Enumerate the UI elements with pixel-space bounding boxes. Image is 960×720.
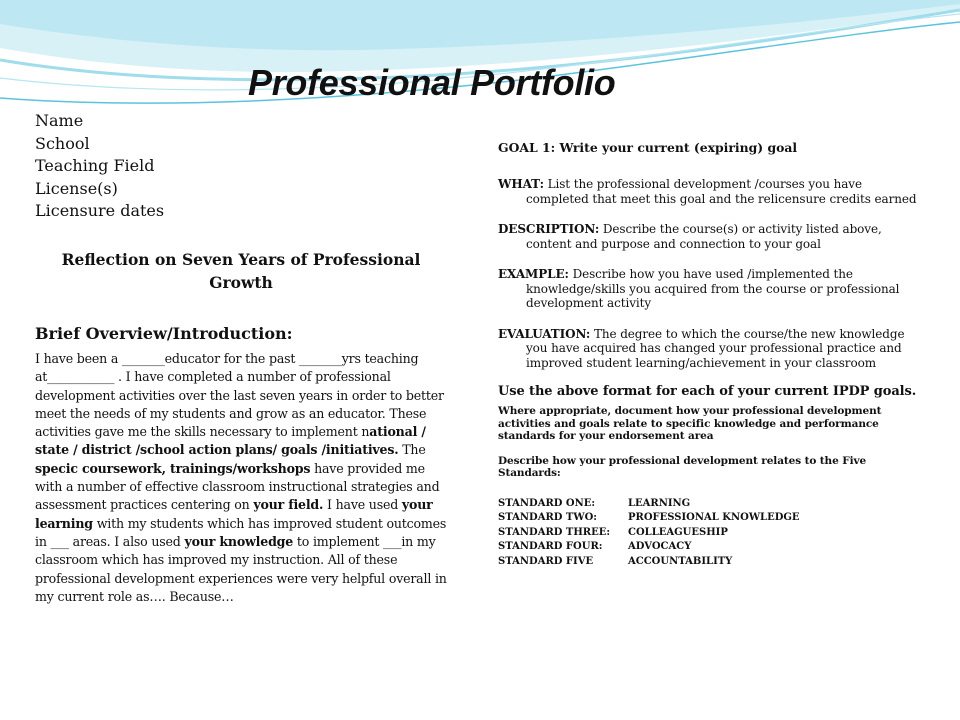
format-note: Use the above format for each of your current IPDP goals. (498, 384, 917, 399)
item-text: Describe how you have used /implemented the knowledge/skills you acquired from the course or professional development activity (526, 267, 900, 310)
info-field-school: School (35, 133, 90, 153)
standard-row (498, 555, 800, 570)
overview-text: to implement ___in my classroom which has improved my instruction. All of these professional development experiences were very helpful overall in my current role as…. Because… (35, 533, 447, 604)
goal-title: GOAL 1: Write your current (expiring) goal (498, 140, 798, 155)
standard-value: ADVOCACY (628, 541, 692, 552)
goal-item-example (498, 267, 918, 311)
item-text: List the professional development /courses you have completed that meet this goal and the relicensure credits earned (526, 177, 917, 206)
overview-heading: Brief Overview/Introduction: (35, 324, 293, 343)
item-label: EVALUATION: (498, 326, 591, 341)
standard-row (498, 511, 800, 526)
goal-item-evaluation (498, 327, 918, 371)
standard-name: STANDARD ONE: (498, 497, 596, 509)
overview-emphasis: ational / state / district /school action plans/ goals /initiatives. (35, 424, 426, 458)
standard-row (498, 497, 800, 512)
item-label: WHAT: (498, 177, 544, 191)
info-field-licensure-dates: Licensure dates (35, 201, 165, 220)
overview-text: I have been a _______educator for the past _______yrs teaching at___________ . I have completed a number of professional development activities over the last seven years in order to better meet the needs of my students and grow as an educator. These activities gave me the skills necessary to implement n (35, 351, 444, 440)
info-field-name: Name (35, 111, 84, 130)
overview-text: The (398, 442, 426, 458)
info-field-licenses: License(s) (35, 178, 118, 198)
where-note: Where appropriate, document how your professional development activities and goals relate to specific knowledge and performance standards for your endorsement area (498, 405, 882, 442)
reflection-heading: Reflection on Seven Years of Professional Growth (61, 250, 421, 292)
info-fields-list (35, 110, 164, 223)
overview-emphasis: your learning (35, 497, 433, 531)
overview-text: with my students which has improved student outcomes in ___ areas. I also used (35, 515, 447, 549)
overview-paragraph (35, 350, 453, 606)
info-field-teaching-field: Teaching Field (35, 156, 155, 175)
overview-text: I have used (323, 497, 402, 513)
overview-text: have provided me with a number of effective classroom instructional strategies and assessment practices centering on (35, 460, 440, 513)
standard-row (498, 526, 800, 541)
standards-table (498, 497, 800, 570)
goal-section (498, 140, 918, 569)
goal-item-description (498, 222, 918, 251)
describe-note: Describe how your professional development relates to the Five Standards: (498, 454, 867, 479)
goal-item-what (498, 177, 918, 206)
standard-value: COLLEAGUESHIP (628, 526, 728, 538)
overview-emphasis: your field. (253, 497, 324, 513)
standard-row (498, 540, 800, 555)
overview-emphasis: your knowledge (184, 533, 294, 549)
standard-name: STANDARD FIVE (498, 555, 594, 567)
standard-name: STANDARD FOUR: (498, 541, 603, 552)
standard-name: STANDARD TWO: (498, 512, 597, 523)
item-label: EXAMPLE: (498, 267, 569, 281)
standard-value: ACCOUNTABILITY (628, 555, 733, 567)
page-title: Professional Portfolio (248, 62, 616, 103)
standard-name: STANDARD THREE: (498, 526, 611, 538)
standard-value: LEARNING (628, 497, 691, 509)
item-label: DESCRIPTION: (498, 222, 600, 236)
item-text: The degree to which the course/the new knowledge you have acquired has changed your professional practice and improved student learning/achievement in your classroom (526, 326, 905, 370)
overview-emphasis: specic coursework, trainings/workshops (35, 460, 311, 476)
standard-value: PROFESSIONAL KNOWLEDGE (628, 512, 800, 523)
item-text: Describe the course(s) or activity listed above, content and purpose and connection to your goal (526, 222, 882, 251)
